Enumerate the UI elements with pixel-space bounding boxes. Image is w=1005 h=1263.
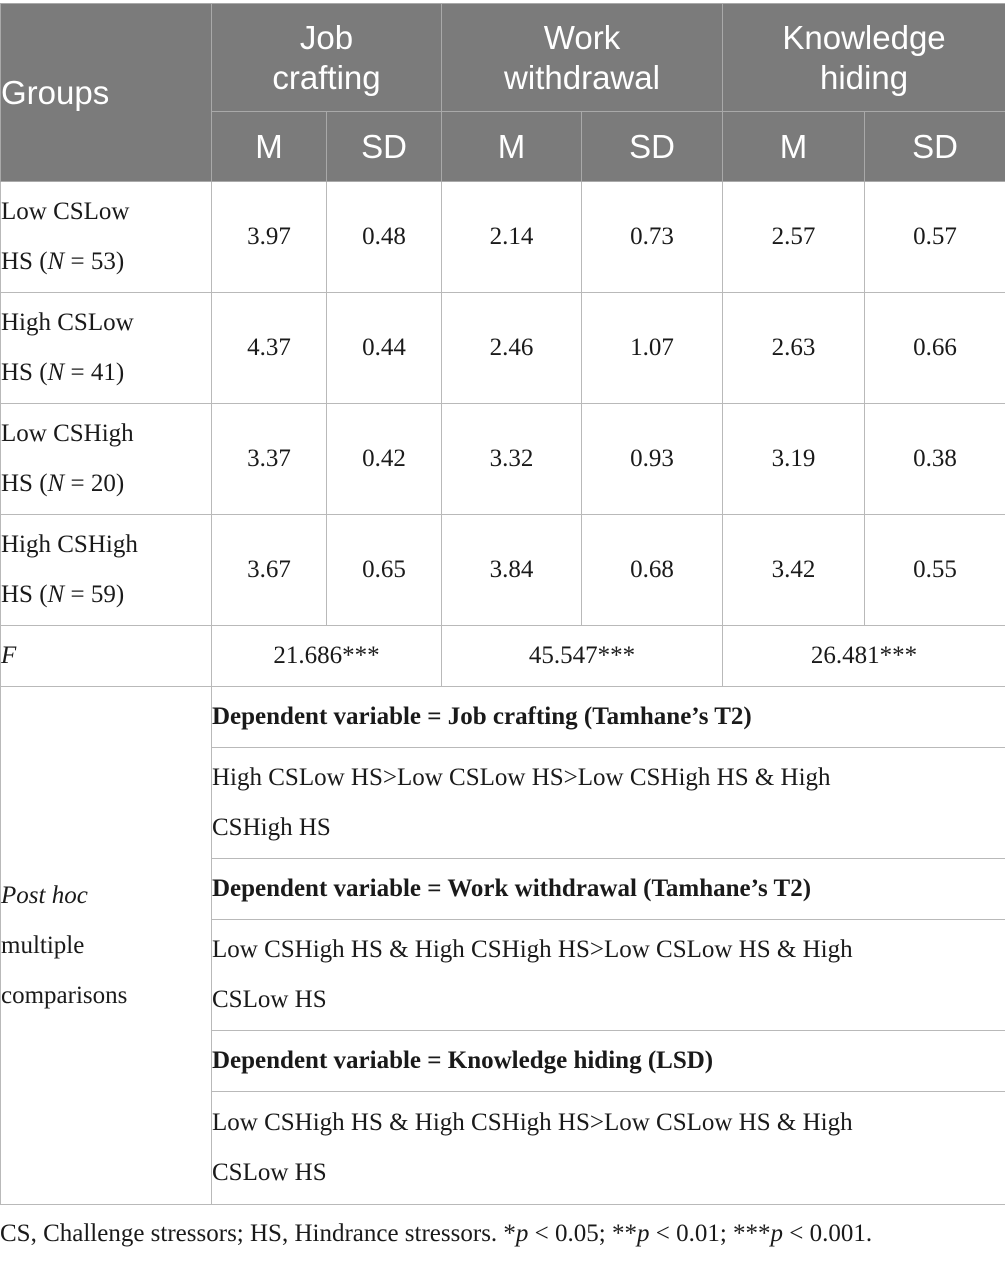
kh-sd-cell: 0.38	[865, 404, 1005, 515]
posthoc-dv-row-1	[1, 687, 1005, 748]
kh-sd-cell: 0.57	[865, 182, 1005, 293]
knowledge-hiding-header: Knowledge hiding	[723, 4, 1005, 112]
ww-sd-cell: 1.07	[582, 293, 723, 404]
ww-sd-cell: 0.68	[582, 515, 723, 626]
kh-m-cell: 3.19	[723, 404, 865, 515]
dependent-variable-heading: Dependent variable = Knowledge hiding (LSD)	[212, 1031, 1005, 1092]
kh-m-cell: 3.42	[723, 515, 865, 626]
ww-m-cell: 3.32	[442, 404, 582, 515]
jc-sd-cell: 0.48	[327, 182, 442, 293]
ww-sd-cell: 0.93	[582, 404, 723, 515]
jc-m-header: M	[212, 112, 327, 182]
ww-sd-header: SD	[582, 112, 723, 182]
dependent-variable-heading: Dependent variable = Job crafting (Tamhane’s T2)	[212, 687, 1005, 748]
jc-sd-cell: 0.65	[327, 515, 442, 626]
table-row	[1, 515, 1005, 626]
f-job-crafting: 21.686***	[212, 626, 442, 687]
jc-sd-cell: 0.42	[327, 404, 442, 515]
posthoc-label: Post hoc multiple comparisons	[1, 687, 212, 1205]
job-crafting-header: Job crafting	[212, 4, 442, 112]
group-label: High CSLow HS (N = 41)	[1, 293, 212, 404]
kh-sd-cell: 0.55	[865, 515, 1005, 626]
ww-m-cell: 2.46	[442, 293, 582, 404]
jc-m-cell: 4.37	[212, 293, 327, 404]
jc-sd-header: SD	[327, 112, 442, 182]
kh-sd-cell: 0.66	[865, 293, 1005, 404]
kh-m-cell: 2.63	[723, 293, 865, 404]
jc-m-cell: 3.37	[212, 404, 327, 515]
f-knowledge-hiding: 26.481***	[723, 626, 1005, 687]
kh-m-header: M	[723, 112, 865, 182]
comparison-result: High CSLow HS>Low CSLow HS>Low CSHigh HS & High CSHigh HS	[212, 748, 1005, 859]
work-withdrawal-header: Work withdrawal	[442, 4, 723, 112]
groups-header: Groups	[1, 4, 212, 182]
f-label: F	[1, 626, 212, 687]
group-label: Low CSLow HS (N = 53)	[1, 182, 212, 293]
f-work-withdrawal: 45.547***	[442, 626, 723, 687]
jc-m-cell: 3.97	[212, 182, 327, 293]
group-label: Low CSHigh HS (N = 20)	[1, 404, 212, 515]
ww-sd-cell: 0.73	[582, 182, 723, 293]
anova-results-table	[0, 3, 1005, 1205]
ww-m-cell: 3.84	[442, 515, 582, 626]
group-label: High CSHigh HS (N = 59)	[1, 515, 212, 626]
kh-m-cell: 2.57	[723, 182, 865, 293]
jc-sd-cell: 0.44	[327, 293, 442, 404]
comparison-result: Low CSHigh HS & High CSHigh HS>Low CSLow HS & High CSLow HS	[212, 1092, 1005, 1205]
kh-sd-header: SD	[865, 112, 1005, 182]
header-row-groups	[1, 4, 1005, 112]
f-statistic-row	[1, 626, 1005, 687]
ww-m-cell: 2.14	[442, 182, 582, 293]
comparison-result: Low CSHigh HS & High CSHigh HS>Low CSLow HS & High CSLow HS	[212, 920, 1005, 1031]
table-row	[1, 182, 1005, 293]
ww-m-header: M	[442, 112, 582, 182]
table-row	[1, 404, 1005, 515]
table-footnote: CS, Challenge stressors; HS, Hindrance stressors. *p < 0.05; **p < 0.01; ***p < 0.001.	[0, 1220, 873, 1247]
table-row	[1, 293, 1005, 404]
dependent-variable-heading: Dependent variable = Work withdrawal (Tamhane’s T2)	[212, 859, 1005, 920]
jc-m-cell: 3.67	[212, 515, 327, 626]
